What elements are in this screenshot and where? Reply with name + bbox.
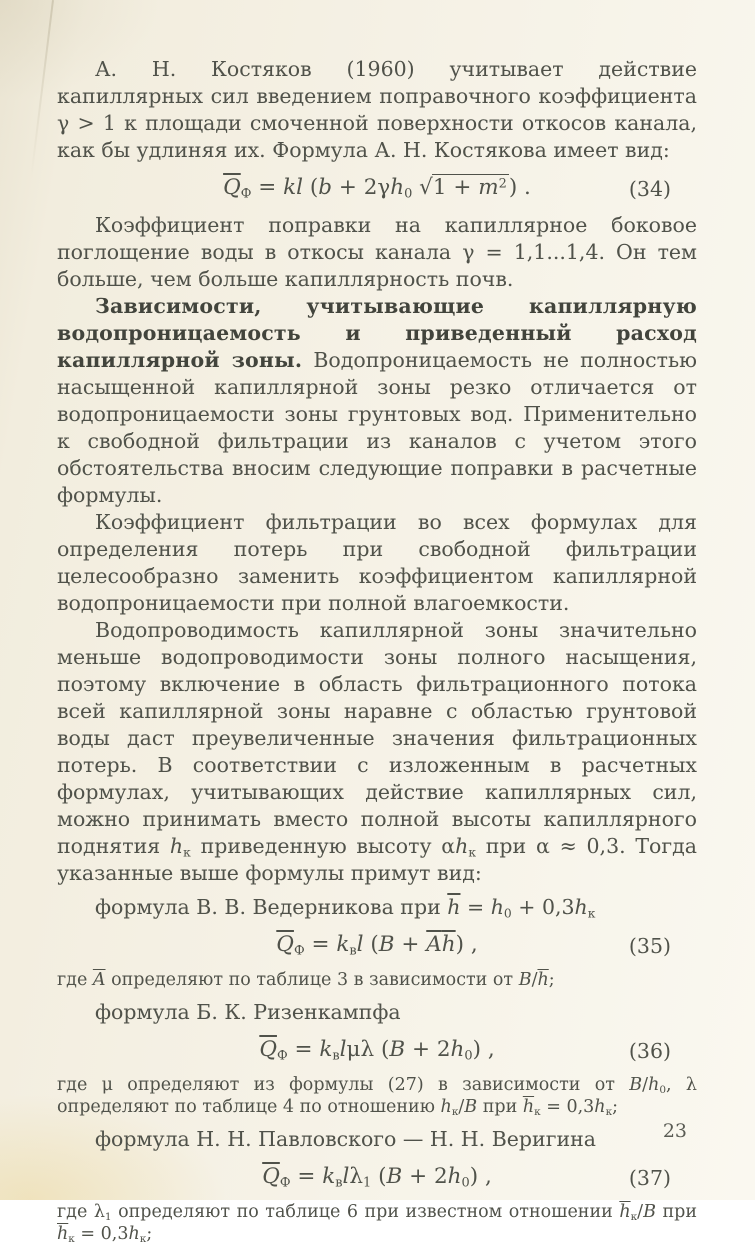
formula-36-expression: $\overline{Q}_Ф = k_вl\mu\lambda$ $(B + 2h_0)$ , [259, 1036, 495, 1064]
formula-35-number: (35) [628, 934, 671, 958]
formula-34-expression: $\overline{Q}_Ф$ = kl ($b + 2\gamma h_0$ $√1 + m^2$) . [223, 175, 531, 202]
formula-lead-rizenkampf: формула Б. К. Ризенкампфа [95, 999, 401, 1024]
paragraph-capillary-dependencies: Зависимости, учитывающие капиллярную водопроницаемость и приведенный расход капиллярной зоны. Водопроницаемость не полностью насыщенной капиллярной зоны резко отличается от водопроницаемости зоны грунтовых вод. Применительно к свободной фильтрации из каналов с учетом этого обстоятельства вносим следующие поправки в расчетные формулы. [57, 294, 697, 507]
formula-37-expression: $\overline{Q}_Ф = k_вl\lambda_1$ $(B + 2h_0)$ , [262, 1163, 492, 1191]
page-number: 23 [662, 1120, 687, 1142]
text-column [57, 56, 697, 1249]
formula-row-36 [57, 1035, 697, 1065]
formula-35-expression: $\overline{Q}_Ф = k_вl$ $(B + \overline{A}\overline{h})$ , [276, 932, 478, 959]
formula-36-number: (36) [628, 1038, 671, 1063]
paragraph-kostyakov-intro: А. Н. Костяков (1960) учитывает действие капиллярных сил введением поправочного коэффициента γ > 1 к площади смоченной поверхности откосов канала, как бы удлиняя их. Формула А. Н. Костякова имеет вид: [57, 57, 697, 162]
paragraph-filtration-coefficient: Коэффициент фильтрации во всех формулах для определения потерь при свободной фильтрации целесообразно заменить коэффициентом капиллярной водопроницаемости при полной влагоемкости. [57, 510, 697, 615]
formula-lead-vedernikov: формула В. В. Ведерникова при $\overline{h} = h_0 + 0,3h_к$ [95, 895, 596, 921]
formula-row-35 [57, 930, 697, 960]
paragraph-correction-coefficient: Коэффициент поправки на капиллярное боковое поглощение воды в откосы канала γ = 1,1...1,4. Он тем больше, чем больше капиллярность почв. [57, 213, 697, 291]
formula-note-35: где $\overline{A}$ определяют по таблице 3 в зависимости от $B/\overline{h}$; [57, 970, 555, 990]
paper-crease [30, 0, 54, 179]
formula-34-number: (34) [628, 177, 671, 201]
formula-37-number: (37) [628, 1165, 671, 1190]
formula-row-37 [57, 1162, 697, 1192]
formula-note-36: где μ определяют из формулы (27) в зависимости от $B/h_0$, λ определяют по таблице 4 по отношению $h_к/B$ при $\overline{h}_к = 0,3h_к$; [57, 1074, 698, 1118]
formula-note-37: где $\lambda_1$ определяют по таблице 6 при известном отношении $\overline{h}_к/B$ при $\overline{h}_к = 0,3h_к$; [57, 1201, 697, 1245]
formula-lead-pavlovsky: формула Н. Н. Павловского — Н. Н. Веригина [95, 1126, 596, 1151]
formula-row-34 [57, 173, 697, 203]
paragraph-water-conductivity: Водопроводимость капиллярной зоны значительно меньше водопроводимости зоны полного насыщения, поэтому включение в область фильтрационного потока всей капиллярной зоны наравне с областью грунтовой воды даст преувеличенные значения фильтрационных потерь. В соответствии с изложенным в расчетных формулах, учитывающих действие капиллярных сил, можно принимать вместо полной высоты капиллярного поднятия $h_к$ приведенную высоту $\alpha h_к$ при α ≈ 0,3. Тогда указанные выше формулы примут вид: [57, 618, 697, 885]
